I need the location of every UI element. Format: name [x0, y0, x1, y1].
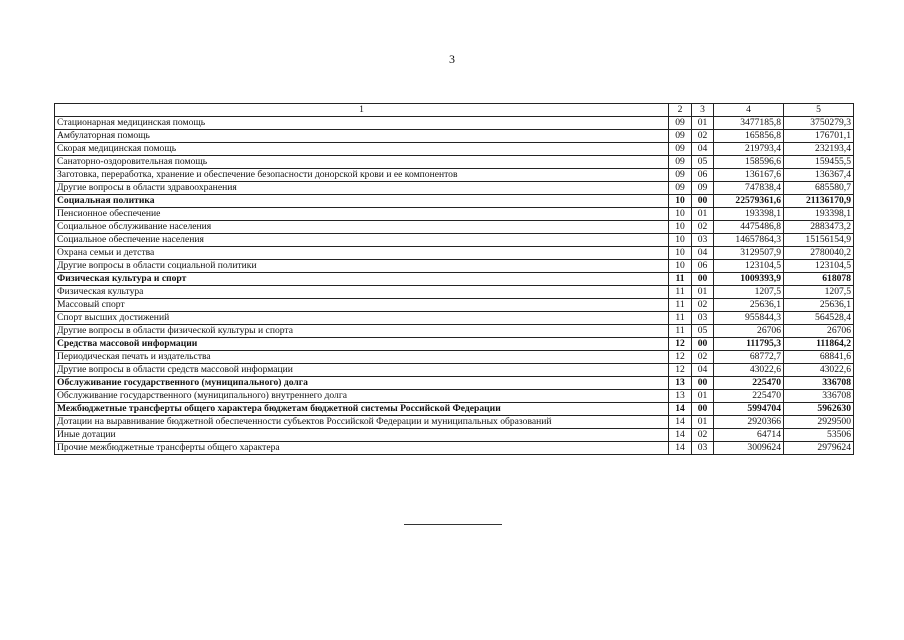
row-value-2-cell: 111864,2 — [784, 338, 854, 351]
header-cell-section: 2 — [669, 104, 692, 117]
table-row — [55, 286, 854, 299]
row-value-1-cell: 25636,1 — [714, 299, 784, 312]
row-section-cell: 09 — [669, 169, 692, 182]
table-row — [55, 338, 854, 351]
row-section-cell: 10 — [669, 208, 692, 221]
row-name-cell: Обслуживание государственного (муниципального) долга — [55, 377, 669, 390]
table-row — [55, 364, 854, 377]
row-subsection-cell: 04 — [692, 364, 714, 377]
row-value-1-cell: 3129507,9 — [714, 247, 784, 260]
row-value-2-cell: 53506 — [784, 429, 854, 442]
row-value-2-cell: 68841,6 — [784, 351, 854, 364]
row-value-2-cell: 232193,4 — [784, 143, 854, 156]
row-subsection-cell: 02 — [692, 351, 714, 364]
table-header-row — [55, 104, 854, 117]
row-subsection-cell: 00 — [692, 377, 714, 390]
row-subsection-cell: 00 — [692, 273, 714, 286]
row-name-cell: Пенсионное обеспечение — [55, 208, 669, 221]
row-section-cell: 11 — [669, 286, 692, 299]
row-value-1-cell: 3477185,8 — [714, 117, 784, 130]
row-subsection-cell: 01 — [692, 117, 714, 130]
row-subsection-cell: 04 — [692, 143, 714, 156]
row-section-cell: 11 — [669, 312, 692, 325]
row-value-2-cell: 159455,5 — [784, 156, 854, 169]
row-name-cell: Амбулаторная помощь — [55, 130, 669, 143]
row-subsection-cell: 02 — [692, 429, 714, 442]
row-value-1-cell: 3009624 — [714, 442, 784, 455]
row-value-1-cell: 136167,6 — [714, 169, 784, 182]
row-name-cell: Другие вопросы в области социальной политики — [55, 260, 669, 273]
table-row — [55, 312, 854, 325]
row-value-2-cell: 2929500 — [784, 416, 854, 429]
row-section-cell: 09 — [669, 156, 692, 169]
row-subsection-cell: 03 — [692, 312, 714, 325]
table-row — [55, 182, 854, 195]
row-subsection-cell: 04 — [692, 247, 714, 260]
row-name-cell: Периодическая печать и издательства — [55, 351, 669, 364]
table-row — [55, 130, 854, 143]
row-subsection-cell: 01 — [692, 390, 714, 403]
row-value-2-cell: 618078 — [784, 273, 854, 286]
row-value-1-cell: 2920366 — [714, 416, 784, 429]
row-subsection-cell: 09 — [692, 182, 714, 195]
budget-table-body — [55, 104, 854, 455]
row-value-2-cell: 193398,1 — [784, 208, 854, 221]
row-value-1-cell: 22579361,6 — [714, 195, 784, 208]
row-section-cell: 14 — [669, 403, 692, 416]
row-name-cell: Стационарная медицинская помощь — [55, 117, 669, 130]
table-row — [55, 234, 854, 247]
table-row — [55, 351, 854, 364]
row-value-2-cell: 123104,5 — [784, 260, 854, 273]
table-row — [55, 208, 854, 221]
row-section-cell: 11 — [669, 299, 692, 312]
row-value-1-cell: 1207,5 — [714, 286, 784, 299]
row-name-cell: Массовый спорт — [55, 299, 669, 312]
row-section-cell: 14 — [669, 416, 692, 429]
row-name-cell: Иные дотации — [55, 429, 669, 442]
header-cell-subsection: 3 — [692, 104, 714, 117]
row-value-1-cell: 193398,1 — [714, 208, 784, 221]
row-value-1-cell: 123104,5 — [714, 260, 784, 273]
row-value-1-cell: 26706 — [714, 325, 784, 338]
row-value-2-cell: 176701,1 — [784, 130, 854, 143]
row-subsection-cell: 01 — [692, 286, 714, 299]
row-value-2-cell: 2979624 — [784, 442, 854, 455]
table-row — [55, 169, 854, 182]
row-section-cell: 09 — [669, 143, 692, 156]
row-section-cell: 12 — [669, 351, 692, 364]
row-value-2-cell: 685580,7 — [784, 182, 854, 195]
table-row — [55, 325, 854, 338]
row-section-cell: 11 — [669, 325, 692, 338]
row-value-1-cell: 158596,6 — [714, 156, 784, 169]
row-name-cell: Физическая культура — [55, 286, 669, 299]
row-value-2-cell: 564528,4 — [784, 312, 854, 325]
table-row — [55, 260, 854, 273]
row-name-cell: Дотации на выравнивание бюджетной обеспеченности субъектов Российской Федерации и муниципальных образований — [55, 416, 669, 429]
row-subsection-cell: 00 — [692, 195, 714, 208]
row-value-2-cell: 336708 — [784, 377, 854, 390]
row-section-cell: 09 — [669, 182, 692, 195]
row-value-1-cell: 43022,6 — [714, 364, 784, 377]
table-row — [55, 403, 854, 416]
table-row — [55, 377, 854, 390]
row-value-2-cell: 3750279,3 — [784, 117, 854, 130]
row-section-cell: 10 — [669, 260, 692, 273]
row-name-cell: Социальное обслуживание населения — [55, 221, 669, 234]
row-subsection-cell: 06 — [692, 260, 714, 273]
row-subsection-cell: 05 — [692, 156, 714, 169]
row-value-1-cell: 219793,4 — [714, 143, 784, 156]
row-name-cell: Другие вопросы в области средств массовой информации — [55, 364, 669, 377]
row-value-2-cell: 336708 — [784, 390, 854, 403]
row-name-cell: Охрана семьи и детства — [55, 247, 669, 260]
row-value-2-cell: 25636,1 — [784, 299, 854, 312]
table-row — [55, 156, 854, 169]
row-section-cell: 12 — [669, 338, 692, 351]
table-row — [55, 143, 854, 156]
row-section-cell: 10 — [669, 221, 692, 234]
row-name-cell: Социальная политика — [55, 195, 669, 208]
row-subsection-cell: 01 — [692, 208, 714, 221]
row-subsection-cell: 01 — [692, 416, 714, 429]
table-row — [55, 442, 854, 455]
header-cell-name: 1 — [55, 104, 669, 117]
row-value-1-cell: 14657864,3 — [714, 234, 784, 247]
page-number: 3 — [449, 52, 455, 66]
table-row — [55, 117, 854, 130]
table-row — [55, 429, 854, 442]
row-name-cell: Спорт высших достижений — [55, 312, 669, 325]
table-row — [55, 299, 854, 312]
row-value-1-cell: 1009393,9 — [714, 273, 784, 286]
budget-table — [54, 103, 854, 455]
row-subsection-cell: 02 — [692, 130, 714, 143]
row-value-2-cell: 2780040,2 — [784, 247, 854, 260]
row-value-2-cell: 26706 — [784, 325, 854, 338]
row-name-cell: Скорая медицинская помощь — [55, 143, 669, 156]
row-section-cell: 12 — [669, 364, 692, 377]
row-value-2-cell: 2883473,2 — [784, 221, 854, 234]
row-name-cell: Другие вопросы в области здравоохранения — [55, 182, 669, 195]
table-row — [55, 221, 854, 234]
row-section-cell: 10 — [669, 234, 692, 247]
row-section-cell: 14 — [669, 429, 692, 442]
row-value-2-cell: 43022,6 — [784, 364, 854, 377]
row-section-cell: 14 — [669, 442, 692, 455]
table-row — [55, 195, 854, 208]
row-value-1-cell: 5994704 — [714, 403, 784, 416]
table-row — [55, 416, 854, 429]
row-name-cell: Другие вопросы в области физической культуры и спорта — [55, 325, 669, 338]
row-value-2-cell: 1207,5 — [784, 286, 854, 299]
row-name-cell: Обслуживание государственного (муниципального) внутреннего долга — [55, 390, 669, 403]
row-name-cell: Межбюджетные трансферты общего характера бюджетам бюджетной системы Российской Федерации — [55, 403, 669, 416]
row-name-cell: Физическая культура и спорт — [55, 273, 669, 286]
row-value-1-cell: 111795,3 — [714, 338, 784, 351]
row-section-cell: 13 — [669, 390, 692, 403]
row-subsection-cell: 00 — [692, 403, 714, 416]
row-subsection-cell: 00 — [692, 338, 714, 351]
table-row — [55, 273, 854, 286]
row-subsection-cell: 06 — [692, 169, 714, 182]
table-row — [55, 247, 854, 260]
closing-rule — [404, 524, 502, 525]
row-name-cell: Социальное обеспечение населения — [55, 234, 669, 247]
header-cell-value-2: 5 — [784, 104, 854, 117]
row-value-1-cell: 225470 — [714, 390, 784, 403]
row-name-cell: Заготовка, переработка, хранение и обеспечение безопасности донорской крови и ее компонентов — [55, 169, 669, 182]
table-row — [55, 390, 854, 403]
row-section-cell: 09 — [669, 117, 692, 130]
row-value-1-cell: 64714 — [714, 429, 784, 442]
row-subsection-cell: 02 — [692, 299, 714, 312]
row-value-2-cell: 136367,4 — [784, 169, 854, 182]
row-value-2-cell: 5962630 — [784, 403, 854, 416]
row-subsection-cell: 03 — [692, 442, 714, 455]
row-subsection-cell: 02 — [692, 221, 714, 234]
header-cell-value-1: 4 — [714, 104, 784, 117]
row-name-cell: Санаторно-оздоровительная помощь — [55, 156, 669, 169]
row-value-1-cell: 165856,8 — [714, 130, 784, 143]
row-name-cell: Прочие межбюджетные трансферты общего характера — [55, 442, 669, 455]
row-value-2-cell: 15156154,9 — [784, 234, 854, 247]
row-value-1-cell: 68772,7 — [714, 351, 784, 364]
row-section-cell: 10 — [669, 195, 692, 208]
row-name-cell: Средства массовой информации — [55, 338, 669, 351]
row-subsection-cell: 03 — [692, 234, 714, 247]
row-value-1-cell: 747838,4 — [714, 182, 784, 195]
row-value-1-cell: 955844,3 — [714, 312, 784, 325]
row-value-2-cell: 21136170,9 — [784, 195, 854, 208]
row-section-cell: 09 — [669, 130, 692, 143]
row-section-cell: 13 — [669, 377, 692, 390]
row-value-1-cell: 4475486,8 — [714, 221, 784, 234]
row-value-1-cell: 225470 — [714, 377, 784, 390]
row-subsection-cell: 05 — [692, 325, 714, 338]
row-section-cell: 11 — [669, 273, 692, 286]
row-section-cell: 10 — [669, 247, 692, 260]
